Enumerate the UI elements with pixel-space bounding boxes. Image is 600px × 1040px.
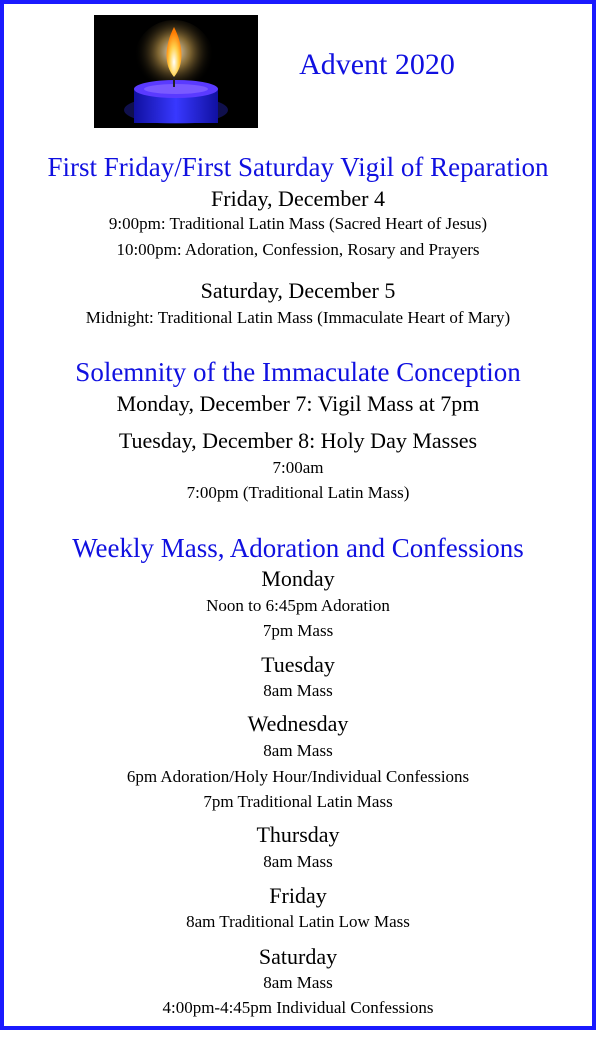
schedule-line: 7:00am — [272, 458, 324, 477]
candle-image — [94, 15, 258, 128]
schedule-line: 7:00pm (Traditional Latin Mass) — [186, 483, 410, 502]
schedule-line: Midnight: Traditional Latin Mass (Immaculate Heart of Mary) — [85, 308, 511, 327]
section-heading-weekly: Weekly Mass, Adoration and Confessions — [72, 533, 524, 563]
schedule-line: 9:00pm: Traditional Latin Mass (Sacred Heart of Jesus) — [108, 214, 488, 233]
schedule-line: 10:00pm: Adoration, Confession, Rosary and Prayers — [116, 240, 480, 259]
schedule-line: 8am Mass — [263, 973, 333, 992]
day-heading-thursday: Thursday — [256, 822, 340, 847]
schedule-line: 8am Mass — [263, 852, 333, 871]
schedule-line: 7pm Traditional Latin Mass — [203, 792, 393, 811]
day-heading-tuesday-dec8: Tuesday, December 8: Holy Day Masses — [118, 428, 478, 453]
schedule-line: 4:00pm-4:45pm Individual Confessions — [162, 998, 434, 1017]
day-heading-monday-dec7: Monday, December 7: Vigil Mass at 7pm — [116, 391, 480, 416]
schedule-line: Noon to 6:45pm Adoration — [206, 596, 390, 615]
day-heading-friday-dec4: Friday, December 4 — [211, 186, 385, 211]
day-heading-monday: Monday — [261, 566, 335, 591]
section-heading-vigil: First Friday/First Saturday Vigil of Reparation — [47, 152, 549, 182]
day-heading-wednesday: Wednesday — [247, 711, 349, 736]
day-heading-tuesday: Tuesday — [261, 652, 335, 677]
section-heading-immaculate-conception: Solemnity of the Immaculate Conception — [75, 357, 521, 387]
schedule-line: 6pm Adoration/Holy Hour/Individual Confessions — [126, 767, 470, 786]
page-title: Advent 2020 — [299, 48, 455, 81]
candle-icon — [94, 15, 258, 128]
schedule-line: 8am Traditional Latin Low Mass — [186, 912, 410, 931]
schedule-line: 8am Mass — [263, 741, 333, 760]
day-heading-saturday-dec5: Saturday, December 5 — [200, 278, 396, 303]
day-heading-saturday: Saturday — [258, 944, 338, 969]
schedule-line: 8am Mass — [263, 681, 333, 700]
schedule-line: 7pm Mass — [262, 621, 334, 640]
day-heading-friday: Friday — [269, 883, 327, 908]
